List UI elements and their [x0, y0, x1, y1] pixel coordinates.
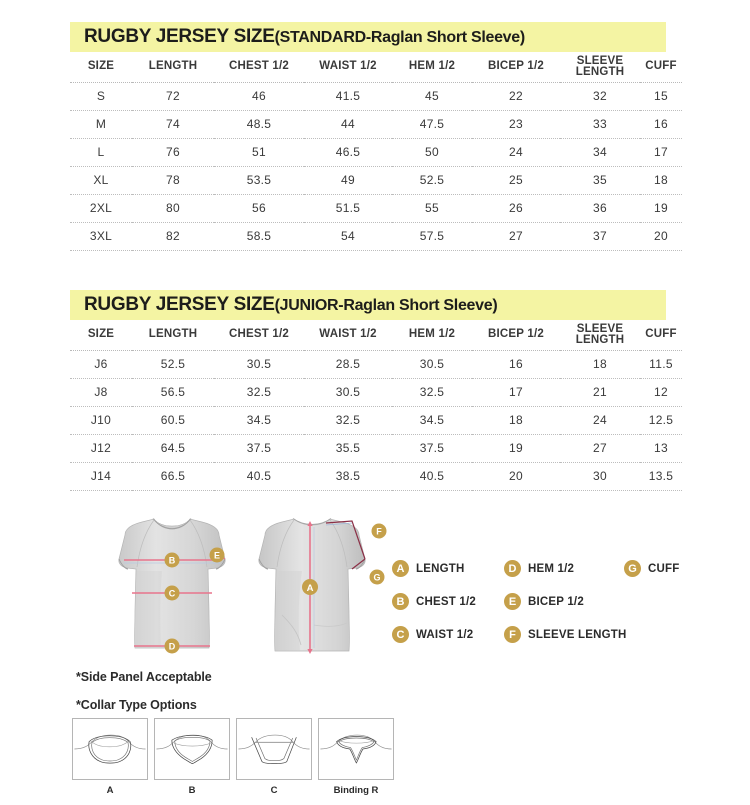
legend-badge-icon-f: F: [504, 626, 521, 643]
cell-value: 57.5: [392, 222, 472, 250]
column-header-hem-1-2: HEM 1/2: [392, 52, 472, 82]
column-header-size: SIZE: [70, 320, 132, 350]
cell-value: 17: [640, 138, 682, 166]
cell-value: 37: [560, 222, 640, 250]
legend-badge-icon-c: C: [392, 626, 409, 643]
column-header-chest-1-2: CHEST 1/2: [214, 52, 304, 82]
cell-value: 20: [640, 222, 682, 250]
cell-value: 46: [214, 82, 304, 110]
legend-badge-icon-e: E: [504, 593, 521, 610]
table-row: [70, 110, 682, 138]
cell-value: 54: [304, 222, 392, 250]
cell-size: L: [70, 138, 132, 166]
cell-value: 74: [132, 110, 214, 138]
cell-value: 53.5: [214, 166, 304, 194]
cell-value: 27: [560, 434, 640, 462]
column-header-cuff: CUFF: [640, 320, 682, 350]
cell-value: 37.5: [392, 434, 472, 462]
legend-label: HEM 1/2: [528, 562, 575, 575]
standard-title: [84, 26, 525, 48]
standard-size-section: [70, 22, 682, 251]
cell-value: 66.5: [132, 462, 214, 490]
cell-value: 27: [472, 222, 560, 250]
marker-D: [165, 639, 180, 654]
table-row: [70, 350, 682, 378]
collar-shape-icon: [319, 719, 393, 779]
standard-size-table: [70, 52, 682, 251]
legend-item-g: [624, 560, 679, 577]
standard-title-sub: (STANDARD-Raglan Short Sleeve): [274, 29, 525, 46]
column-header-cuff: CUFF: [640, 52, 682, 82]
jersey-illustration: [62, 515, 392, 665]
cell-size: S: [70, 82, 132, 110]
svg-text:F: F: [376, 526, 382, 537]
collar-thumbnail[interactable]: [236, 718, 312, 780]
junior-title-band: [70, 290, 666, 320]
cell-value: 30: [560, 462, 640, 490]
collar-caption: C: [270, 785, 278, 796]
standard-title-band: [70, 22, 666, 52]
collar-caption: B: [188, 785, 196, 796]
note-side-panel: *Side Panel Acceptable: [76, 670, 212, 684]
column-header-sleeve-length: SLEEVE LENGTH: [560, 320, 640, 350]
junior-title-main: RUGBY JERSEY SIZE: [84, 294, 275, 315]
cell-value: 34: [560, 138, 640, 166]
cell-value: 51: [214, 138, 304, 166]
legend-item-b: [392, 593, 476, 610]
column-header-bicep-1-2: BICEP 1/2: [472, 52, 560, 82]
note-collar-type: *Collar Type Options: [76, 698, 197, 712]
cell-value: 18: [640, 166, 682, 194]
cell-size: 3XL: [70, 222, 132, 250]
cell-value: 48.5: [214, 110, 304, 138]
cell-value: 13.5: [640, 462, 682, 490]
cell-value: 19: [472, 434, 560, 462]
svg-text:G: G: [373, 572, 381, 583]
cell-value: 47.5: [392, 110, 472, 138]
cell-value: 55: [392, 194, 472, 222]
column-header-bicep-1-2: BICEP 1/2: [472, 320, 560, 350]
marker-G: [370, 570, 385, 585]
cell-size: J8: [70, 378, 132, 406]
jersey-diagram-svg: [62, 515, 392, 665]
cell-value: 52.5: [132, 350, 214, 378]
collar-thumbnail[interactable]: [154, 718, 230, 780]
legend-badge-icon-g: G: [624, 560, 641, 577]
cell-value: 60.5: [132, 406, 214, 434]
svg-text:D: D: [168, 641, 176, 652]
column-header-size: SIZE: [70, 52, 132, 82]
legend-label: LENGTH: [416, 562, 465, 575]
cell-value: 34.5: [214, 406, 304, 434]
collar-shape-icon: [155, 719, 229, 779]
collar-option-b[interactable]: [154, 718, 230, 796]
table-body: [70, 82, 682, 250]
cell-value: 17: [472, 378, 560, 406]
cell-value: 51.5: [304, 194, 392, 222]
cell-value: 16: [472, 350, 560, 378]
collar-option-a[interactable]: [72, 718, 148, 796]
table-row: [70, 406, 682, 434]
cell-value: 23: [472, 110, 560, 138]
legend-item-c: [392, 626, 473, 643]
legend-badge-icon-a: A: [392, 560, 409, 577]
cell-value: 30.5: [304, 378, 392, 406]
cell-value: 19: [640, 194, 682, 222]
cell-value: 76: [132, 138, 214, 166]
column-header-chest-1-2: CHEST 1/2: [214, 320, 304, 350]
cell-value: 36: [560, 194, 640, 222]
marker-C: [165, 586, 180, 601]
table-row: [70, 166, 682, 194]
cell-size: XL: [70, 166, 132, 194]
cell-value: 30.5: [214, 350, 304, 378]
cell-value: 13: [640, 434, 682, 462]
table-header-row: [70, 320, 682, 350]
cell-value: 11.5: [640, 350, 682, 378]
cell-value: 46.5: [304, 138, 392, 166]
cell-value: 52.5: [392, 166, 472, 194]
cell-value: 40.5: [214, 462, 304, 490]
marker-F: [372, 524, 387, 539]
cell-value: 15: [640, 82, 682, 110]
svg-text:E: E: [213, 550, 221, 561]
collar-option-binding-r[interactable]: [318, 718, 394, 796]
cell-value: 37.5: [214, 434, 304, 462]
cell-value: 33: [560, 110, 640, 138]
collar-options-row: [72, 718, 394, 796]
cell-value: 18: [472, 406, 560, 434]
cell-value: 24: [560, 406, 640, 434]
collar-shape-icon: [237, 719, 311, 779]
table-row: [70, 378, 682, 406]
measurement-legend: [392, 560, 692, 660]
cell-value: 24: [472, 138, 560, 166]
collar-shape-icon: [73, 719, 147, 779]
cell-value: 26: [472, 194, 560, 222]
marker-B: [165, 553, 180, 568]
column-header-waist-1-2: WAIST 1/2: [304, 320, 392, 350]
cell-size: J6: [70, 350, 132, 378]
cell-value: 21: [560, 378, 640, 406]
collar-thumbnail[interactable]: [72, 718, 148, 780]
cell-value: 35.5: [304, 434, 392, 462]
cell-value: 25: [472, 166, 560, 194]
cell-value: 40.5: [392, 462, 472, 490]
marker-A: [302, 579, 318, 595]
cell-value: 12: [640, 378, 682, 406]
column-header-hem-1-2: HEM 1/2: [392, 320, 472, 350]
table-row: [70, 434, 682, 462]
marker-E: [210, 548, 225, 563]
cell-value: 32.5: [214, 378, 304, 406]
column-header-sleeve-length: SLEEVE LENGTH: [560, 52, 640, 82]
junior-size-section: [70, 290, 682, 491]
cell-value: 28.5: [304, 350, 392, 378]
cell-size: M: [70, 110, 132, 138]
cell-value: 78: [132, 166, 214, 194]
svg-text:C: C: [168, 588, 176, 599]
table-body: [70, 350, 682, 490]
collar-thumbnail[interactable]: [318, 718, 394, 780]
table-header-row: [70, 52, 682, 82]
legend-label: CHEST 1/2: [416, 595, 476, 608]
junior-title-sub: (JUNIOR-Raglan Short Sleeve): [274, 297, 498, 314]
legend-item-e: [504, 593, 584, 610]
cell-value: 45: [392, 82, 472, 110]
cell-value: 82: [132, 222, 214, 250]
collar-option-c[interactable]: [236, 718, 312, 796]
cell-value: 35: [560, 166, 640, 194]
legend-item-f: [504, 626, 626, 643]
jersey-front-view: [119, 519, 225, 654]
cell-value: 20: [472, 462, 560, 490]
table-row: [70, 222, 682, 250]
cell-value: 64.5: [132, 434, 214, 462]
table-row: [70, 138, 682, 166]
cell-value: 58.5: [214, 222, 304, 250]
legend-badge-icon-b: B: [392, 593, 409, 610]
cell-value: 80: [132, 194, 214, 222]
cell-value: 50: [392, 138, 472, 166]
cell-size: 2XL: [70, 194, 132, 222]
cell-size: J14: [70, 462, 132, 490]
cell-value: 16: [640, 110, 682, 138]
cell-value: 32.5: [304, 406, 392, 434]
standard-title-main: RUGBY JERSEY SIZE: [84, 26, 275, 47]
legend-item-a: [392, 560, 464, 577]
legend-label: CUFF: [648, 562, 680, 575]
column-header-length: LENGTH: [132, 52, 214, 82]
legend-label: WAIST 1/2: [416, 628, 474, 641]
cell-value: 38.5: [304, 462, 392, 490]
cell-size: J12: [70, 434, 132, 462]
cell-value: 44: [304, 110, 392, 138]
cell-value: 12.5: [640, 406, 682, 434]
cell-value: 34.5: [392, 406, 472, 434]
junior-title: [84, 294, 497, 316]
svg-text:A: A: [306, 582, 314, 594]
cell-value: 22: [472, 82, 560, 110]
cell-value: 56: [214, 194, 304, 222]
column-header-length: LENGTH: [132, 320, 214, 350]
legend-badge-icon-d: D: [504, 560, 521, 577]
legend-label: BICEP 1/2: [528, 595, 584, 608]
cell-value: 18: [560, 350, 640, 378]
cell-value: 30.5: [392, 350, 472, 378]
legend-item-d: [504, 560, 574, 577]
table-row: [70, 194, 682, 222]
column-header-waist-1-2: WAIST 1/2: [304, 52, 392, 82]
cell-value: 32.5: [392, 378, 472, 406]
cell-value: 32: [560, 82, 640, 110]
legend-label: SLEEVE LENGTH: [528, 628, 627, 641]
cell-value: 41.5: [304, 82, 392, 110]
cell-size: J10: [70, 406, 132, 434]
cell-value: 49: [304, 166, 392, 194]
junior-size-table: [70, 320, 682, 491]
collar-caption: A: [106, 785, 114, 796]
collar-caption: Binding R: [333, 785, 379, 796]
table-row: [70, 82, 682, 110]
svg-text:B: B: [168, 555, 176, 566]
table-row: [70, 462, 682, 490]
cell-value: 56.5: [132, 378, 214, 406]
jersey-back-view: [259, 519, 387, 655]
cell-value: 72: [132, 82, 214, 110]
